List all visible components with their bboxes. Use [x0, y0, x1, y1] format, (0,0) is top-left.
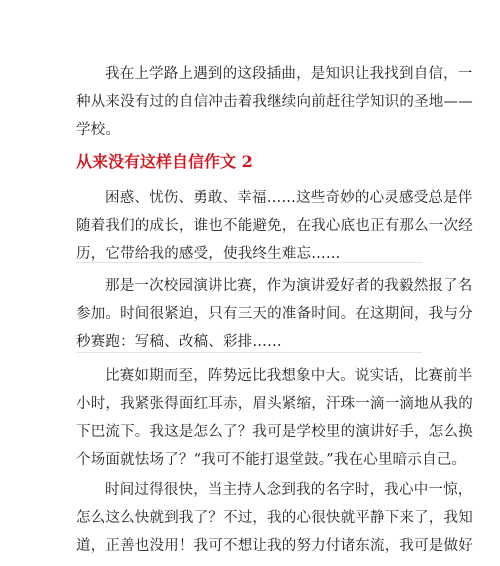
paragraph-line: 小时，我紧张得面红耳赤，眉头紧缩，汗珠一滴一滴地从我的 [76, 396, 473, 412]
paragraph-divider [76, 262, 422, 263]
paragraph-line: 怎么这么快就到我了？不过，我的心很快就平静下来了，我知 [76, 510, 473, 526]
paragraph-line: 下巴流下。我这是怎么了？我可是学校里的演讲好手，怎么换 [76, 424, 473, 440]
paragraph-line: 困惑、忧伤、勇敢、幸福……这些奇妙的心灵感受总是伴 [105, 190, 473, 206]
paragraph-line: 时间过得很快，当主持人念到我的名字时，我心中一惊， [105, 482, 473, 498]
paragraph-line: 学校。 [76, 122, 121, 138]
paragraph-line: 参加。时间很紧迫，只有三天的准备时间。在这期间，我与分 [76, 306, 473, 322]
paragraph-divider [76, 352, 422, 353]
paragraph-line: 个场面就怯场了？“我可不能打退堂鼓。”我在心里暗示自己。 [76, 452, 467, 468]
paragraph-line: 秒赛跑：写稿、改稿、彩排…… [76, 334, 282, 350]
paragraph-4 [76, 362, 473, 474]
paragraph-line: 种从来没有过的自信冲击着我继续向前赶往学知识的圣地—— [76, 94, 473, 110]
paragraph-line: 随着我们的成长，谁也不能避免，在我心底也正有那么一次经 [76, 218, 473, 234]
paragraph-1 [76, 60, 473, 144]
paragraph-3 [76, 272, 473, 356]
paragraph-line: 比赛如期而至，阵势远比我想象中大。说实话，比赛前半 [105, 368, 473, 384]
paragraph-line: 我在上学路上遇到的这段插曲，是知识让我找到自信，一 [105, 66, 473, 82]
section-title: 从来没有这样自信作文 2 [76, 152, 253, 171]
paragraph-line: 历，它带给我的感受，使我终生难忘…… [76, 246, 341, 262]
paragraph-2 [76, 184, 473, 268]
paragraph-line: 那是一次校园演讲比赛，作为演讲爱好者的我毅然报了名 [105, 278, 473, 294]
paragraph-line: 道，正善也没用！我可不想让我的努力付诸东流，我可是做好 [76, 538, 473, 554]
paragraph-5 [76, 476, 473, 560]
